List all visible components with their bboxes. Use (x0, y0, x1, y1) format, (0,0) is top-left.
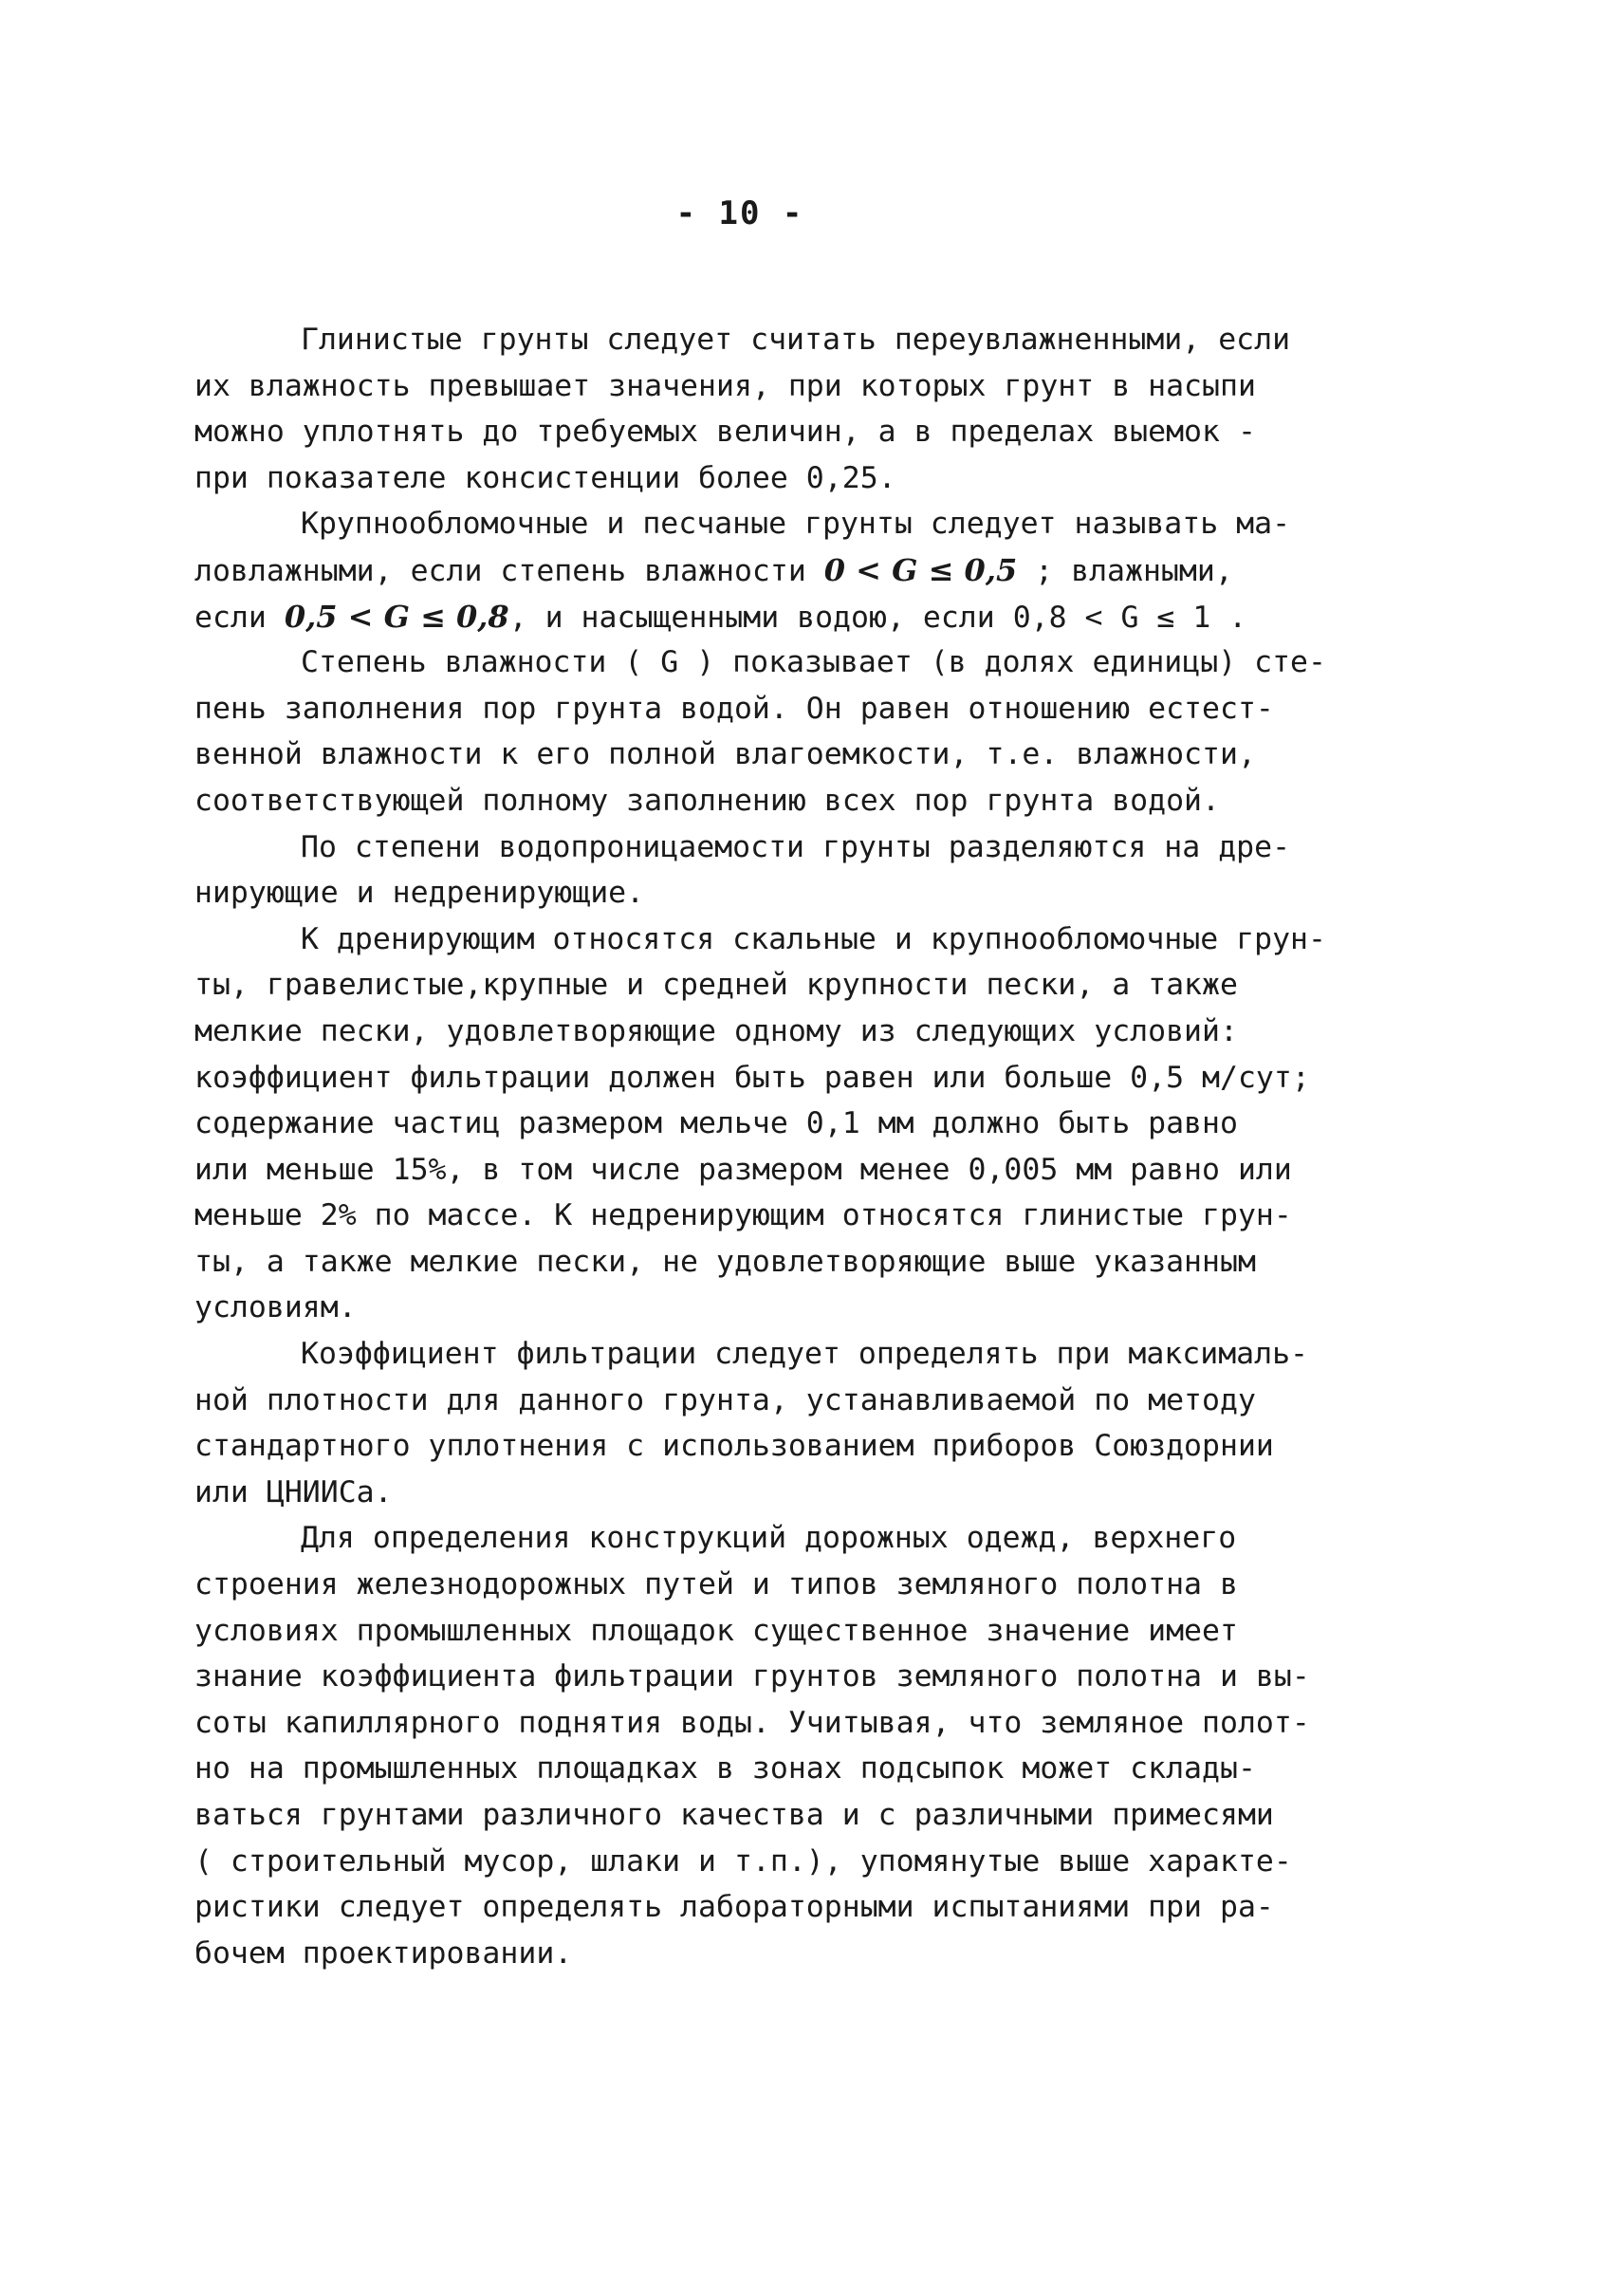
text-line: Глинистые грунты следует считать переувлажненными, если (301, 323, 1291, 357)
text-line: условиях промышленных площадок существенное значение имеет (194, 1613, 1238, 1648)
text-line: строения железнодорожных путей и типов земляного полотна в (194, 1567, 1238, 1602)
text-line: ты, гравелистые,крупные и средней крупности пески, а также (194, 968, 1238, 1003)
handwritten-inequality: 0 < G ≤ 0,5 (823, 551, 1018, 588)
paragraph-4 (194, 824, 1522, 917)
text-line: мелкие пески, удовлетворяющие одному из следующих условий: (194, 1013, 1238, 1048)
paragraph-3 (194, 639, 1522, 824)
text-line: знание коэффициента фильтрации грунтов земляного полотна и вы- (194, 1659, 1310, 1694)
paragraph-1 (194, 317, 1522, 501)
text-line: коэффициент фильтрации должен быть равен или больше 0,5 м/сут; (194, 1060, 1310, 1095)
paragraph-5 (194, 917, 1522, 1331)
text-segment: , и насыщенными водою, если 0,8 < G ≤ 1 . (508, 600, 1247, 635)
text-line: ристики следует определять лабораторными испытаниями при ра- (194, 1890, 1274, 1925)
text-line: или меньше 15%, в том числе размером менее 0,005 мм равно или (194, 1152, 1292, 1187)
text-line (194, 547, 1522, 594)
text-line: венной влажности к его полной влагоемкости, т.е. влажности, (194, 737, 1256, 772)
text-line (194, 594, 1522, 640)
text-segment: если (194, 600, 285, 635)
text-line: пень заполнения пор грунта водой. Он равен отношению естест- (194, 691, 1274, 726)
text-line: или ЦНИИСа. (194, 1474, 393, 1509)
text-line: меньше 2% по массе. К недренирующим относятся глинистые грун- (194, 1198, 1292, 1233)
text-line: нирующие и недренирующие. (194, 876, 645, 911)
text-line: можно уплотнять до требуемых величин, а в пределах выемок - (194, 415, 1256, 450)
text-line: их влажность превышает значения, при которых грунт в насыпи (194, 368, 1256, 403)
text-line: условиям. (194, 1290, 357, 1325)
text-line: соответствующей полному заполнению всех пор грунта водой. (194, 783, 1220, 818)
text-segment: Крупнообломочные и песчаные грунты следует называть ма- (301, 507, 1291, 542)
text-line: содержание частиц размером мельче 0,1 мм должно быть равно (194, 1106, 1238, 1141)
text-line: ной плотности для данного грунта, устанавливаемой по методу (194, 1382, 1256, 1417)
text-line: ( строительный мусор, шлаки и т.п.), упомянутые выше характе- (194, 1843, 1292, 1879)
text-line: при показателе консистенции более 0,25. (194, 460, 896, 495)
paragraph-7 (194, 1515, 1522, 1976)
text-line: Для определения конструкций дорожных одежд, верхнего (301, 1521, 1237, 1556)
text-line: Коэффициент фильтрации следует определять при максималь- (301, 1337, 1309, 1372)
text-line: По степени водопроницаемости грунты разделяются на дре- (301, 829, 1291, 864)
text-segment: ; влажными, (1017, 553, 1233, 588)
text-line: Степень влажности ( G ) показывает (в долях единицы) сте- (301, 645, 1326, 680)
text-segment: ловлажными, если степень влажности (194, 553, 824, 588)
text-line: бочем проектировании. (194, 1935, 573, 1971)
text-line: ваться грунтами различного качества и с различными примесями (194, 1798, 1274, 1832)
text-line: К дренирующим относятся скальные и крупнообломочные грун- (301, 921, 1326, 956)
page-number: - 10 - (675, 194, 804, 232)
paragraph-2 (194, 501, 1522, 639)
text-line: стандартного уплотнения с использованием приборов Союздорнии (194, 1429, 1274, 1464)
text-line (194, 501, 1522, 547)
text-line: но на промышленных площадках в зонах подсыпок может склады- (194, 1751, 1256, 1787)
body-text (194, 317, 1522, 1976)
paragraph-6 (194, 1331, 1522, 1515)
text-line: ты, а также мелкие пески, не удовлетворяющие выше указанным (194, 1244, 1256, 1279)
text-line: соты капиллярного поднятия воды. Учитывая, что земляное полот- (194, 1705, 1310, 1740)
handwritten-inequality: 0,5 < G ≤ 0,8 (284, 598, 509, 635)
